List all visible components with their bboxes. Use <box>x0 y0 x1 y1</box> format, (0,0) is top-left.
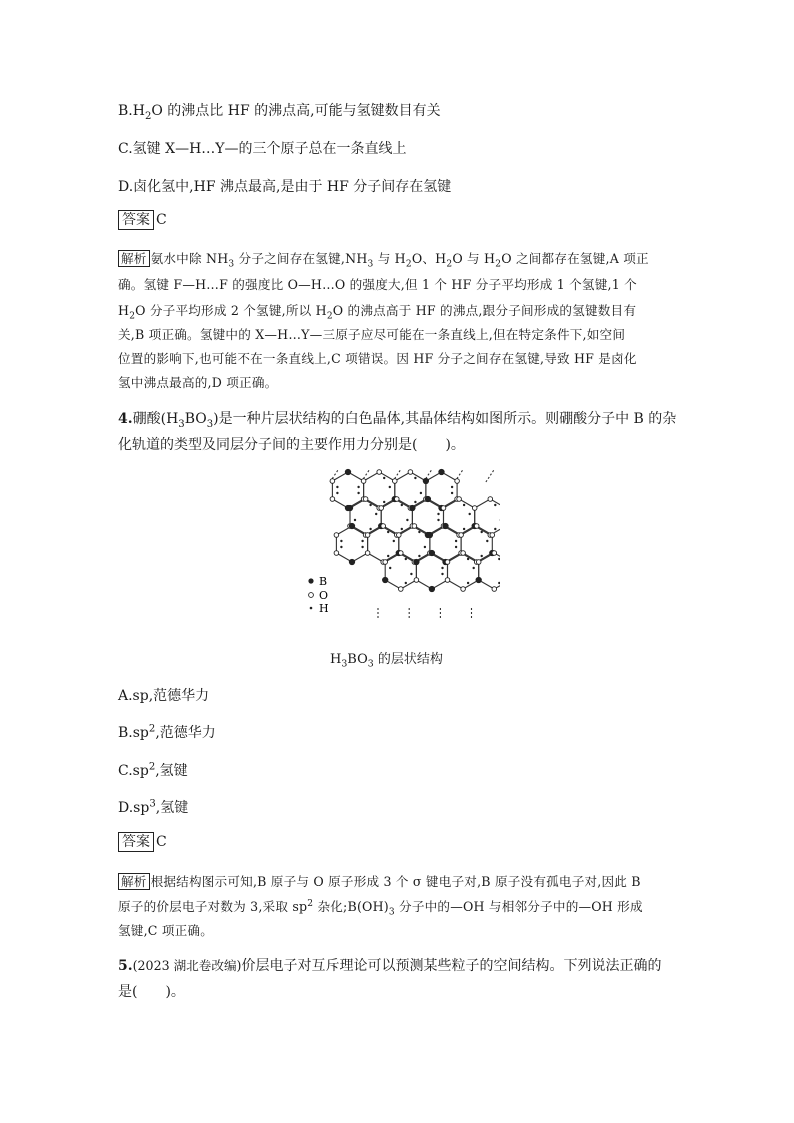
analysis-line: 氢键,C 项正确。 <box>118 923 214 938</box>
oxygen-atom <box>492 551 497 556</box>
oxygen-atom <box>461 587 466 592</box>
hydrogen-atom <box>393 540 395 542</box>
hydrogen-atom <box>340 546 342 548</box>
question-number: 4. <box>118 411 133 427</box>
hydrogen-atom <box>361 546 363 548</box>
analysis-line: 关,B 项正确。氢键中的 X—H…Y—三原子应尽可能在一条直线上,但在特定条件下,如空间 <box>118 327 626 342</box>
oxygen-legend-icon <box>309 593 314 598</box>
hydrogen-atom <box>467 558 469 560</box>
question-4-line-1: 4.硼酸$(H_3BO_3)$是一种片层状结构的白色晶体,其晶体结构如图所示。则硼酸分子中 B 的杂 <box>118 411 677 430</box>
figure-caption: $H_3BO_3$ 的层状结构 <box>330 652 443 670</box>
option-c: C.氢键 X—H…Y—的三个原子总在一条直线上 <box>118 141 407 157</box>
question-number: 5. <box>118 958 133 974</box>
analysis-line: 氢中沸点最高的,D 项正确。 <box>118 375 278 390</box>
legend-b: B <box>319 575 328 588</box>
hydrogen-atom <box>451 492 453 494</box>
oxygen-atom <box>408 470 413 475</box>
analysis-label: 解析 <box>118 250 150 267</box>
option-b: $B.sp^2$,范德华力 <box>118 723 216 741</box>
boron-atom <box>349 559 354 564</box>
hydrogen-atom <box>354 519 356 521</box>
hydrogen-atom <box>498 558 500 560</box>
answer-q3 <box>118 210 167 230</box>
hydrogen-atom <box>481 531 483 533</box>
hydrogen-atom <box>369 528 371 530</box>
hydrogen-atom <box>469 513 471 515</box>
hydrogen-atom <box>441 573 443 575</box>
question-5-line-1: 5.(2023 湖北卷改编)价层电子对互斥理论可以预测某些粒子的空间结构。下列说法正确的 <box>118 958 662 974</box>
hydrogen-atom <box>401 528 403 530</box>
hydrogen-atom <box>401 504 403 506</box>
hydrogen-atom <box>441 567 443 569</box>
hydrogen-atom <box>406 519 408 521</box>
analysis-line: 解析 氨水中除 $NH_3$ 分子之间存在氢键$,NH_3$ 与 $H_2O$、$H_2O$ 与 $H_2O$ 之间都存在氢键,A 项正 <box>118 248 649 270</box>
oxygen-atom <box>414 578 419 583</box>
hydrogen-atom <box>383 477 385 479</box>
hydrogen-atom <box>414 477 416 479</box>
hydrogen-atom <box>418 531 420 533</box>
oxygen-atom <box>361 479 366 484</box>
oxygen-atom <box>445 560 450 565</box>
hydrogen-atom <box>340 540 342 542</box>
oxygen-atom <box>334 551 339 556</box>
analysis-line: 解析 根据结构图示可知,B 原子与 O 原子形成 3 个 σ 键电子对,B 原子没有孤电子对,因此 B <box>118 871 641 890</box>
legend-h: H <box>319 602 329 615</box>
boron-atom <box>427 532 432 537</box>
oxygen-atom <box>476 560 481 565</box>
hydrogen-atom <box>467 582 469 584</box>
hydrogen-legend-icon <box>310 607 313 610</box>
oxygen-atom <box>330 479 335 484</box>
answer-q4 <box>118 832 167 852</box>
oxygen-atom <box>379 506 384 511</box>
hydrogen-atom <box>494 504 496 506</box>
oxygen-atom <box>490 533 495 538</box>
oxygen-atom <box>457 497 462 502</box>
answer-value: C <box>156 834 167 850</box>
option-a: A.sp,范德华力 <box>118 688 210 704</box>
legend-o: O <box>319 589 329 602</box>
oxygen-atom <box>334 533 339 538</box>
boron-atom <box>423 478 428 483</box>
option-d: D.卤化氢中,HF 沸点最高,是由于 HF 分子间存在氢键 <box>118 179 452 195</box>
boron-atom <box>429 586 434 591</box>
boron-atom <box>476 577 481 582</box>
oxygen-atom <box>445 578 450 583</box>
hydrogen-atom <box>437 513 439 515</box>
hydrogen-atom <box>463 504 465 506</box>
hydrogen-atom <box>494 528 496 530</box>
oxygen-atom <box>397 533 402 538</box>
figure-legend <box>308 575 328 615</box>
hydrogen-atom <box>357 492 359 494</box>
hydrogen-atom <box>405 558 407 560</box>
oxygen-atom <box>395 497 400 502</box>
oxygen-atom <box>412 524 417 529</box>
hydrogen-atom <box>498 582 500 584</box>
dashed-bond <box>486 470 494 482</box>
hydrogen-atom <box>405 582 407 584</box>
boron-legend-icon <box>308 578 313 583</box>
boron-atom <box>425 496 430 501</box>
hydrogen-atom <box>437 519 439 521</box>
option-d: $D.sp^3$,氢键 <box>118 798 189 816</box>
oxygen-atom <box>399 587 404 592</box>
hydrogen-atom <box>414 501 416 503</box>
option-c: $C.sp^2$,氢键 <box>118 761 188 779</box>
atom-markers <box>330 469 500 591</box>
boron-atom <box>349 523 354 528</box>
boron-atom <box>429 550 434 555</box>
option-b: $B.H_2O$ 的沸点比 HF 的沸点高,可能与氢键数目有关 <box>118 103 441 122</box>
oxygen-atom <box>459 533 464 538</box>
oxygen-atom <box>472 506 477 511</box>
oxygen-atom <box>461 551 466 556</box>
hydrogen-atom <box>357 486 359 488</box>
answer-label: 答案 <box>118 832 154 852</box>
oxygen-atom <box>488 497 493 502</box>
boron-atom <box>410 505 415 510</box>
analysis-line: 原子的价层电子对数为 3,采取 $sp^2$ 杂化$;B(OH)_3$ 分子中的—OH 与相邻分子中的—OH 形成 <box>118 898 643 918</box>
oxygen-atom <box>393 479 398 484</box>
oxygen-atom <box>441 506 446 511</box>
boric-acid-layer-figure <box>300 468 500 628</box>
analysis-line: 位置的影响下,也可能不在一条直线上,C 项错误。因 HF 分子之间存在氢键,导致 HF 是卤化 <box>118 351 637 366</box>
oxygen-atom <box>383 560 388 565</box>
hydrogen-atom <box>424 546 426 548</box>
hexagon-cell <box>336 526 367 562</box>
boron-atom <box>414 559 419 564</box>
hydrogen-atom <box>455 540 457 542</box>
hexagonal-lattice <box>330 470 500 620</box>
oxygen-atom <box>381 524 386 529</box>
hydrogen-atom <box>375 513 377 515</box>
question-5-line-2: 是( )。 <box>118 984 185 1000</box>
answer-label: 答案 <box>118 210 154 230</box>
oxygen-atom <box>492 587 497 592</box>
oxygen-atom <box>363 497 368 502</box>
hydrogen-atom <box>455 546 457 548</box>
question-source: (2023 湖北卷改编) <box>132 958 242 973</box>
hydrogen-atom <box>473 567 475 569</box>
boron-atom <box>383 577 388 582</box>
boron-atom <box>439 469 444 474</box>
hydrogen-atom <box>451 486 453 488</box>
boron-atom <box>443 523 448 528</box>
analysis-label: 解析 <box>118 873 150 890</box>
hydrogen-atom <box>463 528 465 530</box>
hydrogen-atom <box>389 567 391 569</box>
hydrogen-atom <box>389 486 391 488</box>
oxygen-atom <box>455 479 460 484</box>
hydrogen-atom <box>410 573 412 575</box>
hydrogen-atom <box>336 492 338 494</box>
oxygen-atom <box>377 470 382 475</box>
oxygen-atom <box>365 551 370 556</box>
hydrogen-atom <box>387 555 389 557</box>
hydrogen-atom <box>361 540 363 542</box>
hydrogen-atom <box>383 501 385 503</box>
answer-value: C <box>156 212 167 228</box>
oxygen-atom <box>365 533 370 538</box>
analysis-line: $H_2O$ 分子平均形成 2 个氢键,所以 $H_2O$ 的沸点高于 HF 的沸点,跟分子间形成的氢键数目有 <box>118 303 637 322</box>
oxygen-atom <box>330 497 335 502</box>
hydrogen-atom <box>420 492 422 494</box>
question-4-line-2: 化轨道的类型及同层分子间的主要作用力分别是( )。 <box>118 437 465 453</box>
analysis-line: 确。氢键 F—H…F 的强度比 O—H…O 的强度大,但 1 个 HF 分子平均形成 1 个氢键,1 个 <box>118 277 637 292</box>
hydrogen-atom <box>336 486 338 488</box>
oxygen-atom <box>474 524 479 529</box>
hydrogen-atom <box>369 504 371 506</box>
oxygen-atom <box>399 551 404 556</box>
hydrogen-atom <box>387 531 389 533</box>
boron-atom <box>347 505 352 510</box>
hydrogen-atom <box>418 555 420 557</box>
hydrogen-atom <box>481 555 483 557</box>
boron-atom <box>345 469 350 474</box>
hydrogen-atom <box>486 540 488 542</box>
